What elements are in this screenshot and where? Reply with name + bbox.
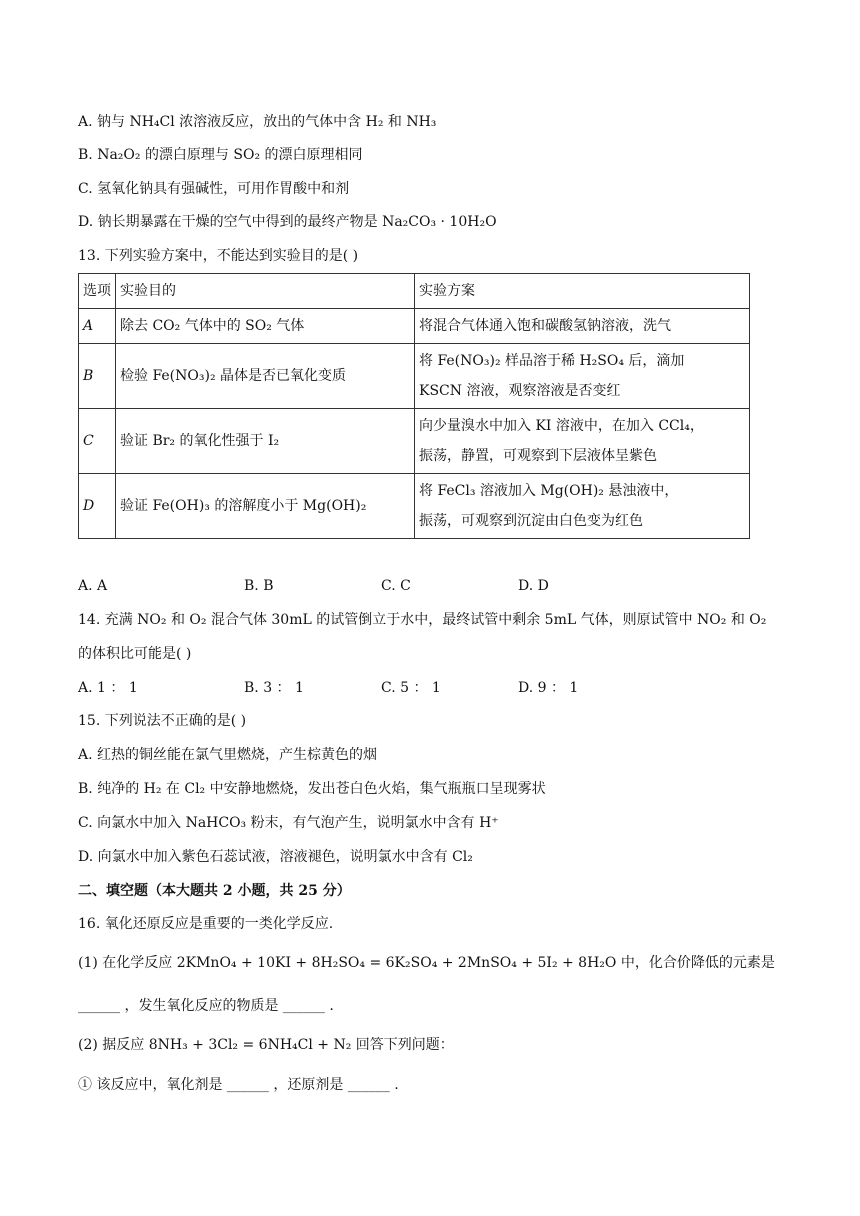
row-purpose: 除去 CO₂ 气体中的 SO₂ 气体 bbox=[116, 309, 415, 344]
row-option: C bbox=[79, 409, 116, 474]
q16-part2-sub1: ① 该反应中，氧化剂是 ______ ，还原剂是 ______ . bbox=[78, 1077, 399, 1093]
q15-option-b: B. 纯净的 H₂ 在 Cl₂ 中安静地燃烧，发出苍白色火焰，集气瓶瓶口呈现雾状 bbox=[78, 781, 546, 797]
q16-stem: 16. 氧化还原反应是重要的一类化学反应. bbox=[78, 916, 334, 932]
row-option: B bbox=[79, 344, 116, 409]
q15-option-d: D. 向氯水中加入紫色石蕊试液，溶液褪色，说明氯水中含有 Cl₂ bbox=[78, 849, 473, 865]
q13-options bbox=[78, 576, 549, 596]
header-purpose: 实验目的 bbox=[116, 274, 415, 309]
row-purpose: 验证 Br₂ 的氧化性强于 I₂ bbox=[116, 409, 415, 474]
q13-option-b: B. B bbox=[244, 578, 274, 594]
q13-table bbox=[78, 273, 750, 539]
q15-option-c: C. 向氯水中加入 NaHCO₃ 粉末，有气泡产生，说明氯水中含有 H⁺ bbox=[78, 815, 499, 831]
plan-line: 振荡，可观察到沉淀由白色变为红色 bbox=[419, 513, 643, 529]
table-header-row bbox=[79, 274, 750, 309]
row-purpose: 验证 Fe(OH)₃ 的溶解度小于 Mg(OH)₂ bbox=[116, 474, 415, 539]
header-plan: 实验方案 bbox=[415, 274, 750, 309]
q13-option-d: D. D bbox=[518, 578, 549, 594]
q13-option-a: A. A bbox=[78, 578, 108, 594]
q16-part1-line2: ______ ，发生氧化反应的物质是 ______ . bbox=[78, 998, 334, 1014]
q15-stem: 15. 下列说法不正确的是( ) bbox=[78, 713, 247, 729]
row-purpose: 检验 Fe(NO₃)₂ 晶体是否已氧化变质 bbox=[116, 344, 415, 409]
q13-stem: 13. 下列实验方案中，不能达到实验目的是( ) bbox=[78, 248, 359, 264]
row-plan bbox=[415, 344, 750, 409]
plan-line: KSCN 溶液，观察溶液是否变红 bbox=[419, 383, 621, 399]
row-plan bbox=[415, 409, 750, 474]
q12-option-b: B. Na₂O₂ 的漂白原理与 SO₂ 的漂白原理相同 bbox=[78, 147, 363, 163]
q12-option-a: A. 钠与 NH₄Cl 浓溶液反应，放出的气体中含 H₂ 和 NH₃ bbox=[78, 114, 437, 130]
plan-line: 将 Fe(NO₃)₂ 样品溶于稀 H₂SO₄ 后，滴加 bbox=[419, 353, 685, 369]
q12-option-c: C. 氢氧化钠具有强碱性，可用作胃酸中和剂 bbox=[78, 181, 350, 197]
table-row bbox=[79, 344, 750, 409]
row-option: A bbox=[79, 309, 116, 344]
q14-option-d: D. 9 ： 1 bbox=[518, 680, 579, 696]
table-row bbox=[79, 474, 750, 539]
q14-option-c: C. 5 ： 1 bbox=[381, 680, 441, 696]
q13-option-c: C. C bbox=[381, 578, 411, 594]
q14-stem-line1: 14. 充满 NO₂ 和 O₂ 混合气体 30mL 的试管倒立于水中，最终试管中剩余 5mL 气体，则原试管中 NO₂ 和 O₂ bbox=[78, 612, 767, 628]
q15-option-a: A. 红热的铜丝能在氯气里燃烧，产生棕黄色的烟 bbox=[78, 747, 378, 763]
plan-line: 将混合气体通入饱和碳酸氢钠溶液，洗气 bbox=[419, 318, 671, 334]
table-row bbox=[79, 409, 750, 474]
plan-line: 将 FeCl₃ 溶液加入 Mg(OH)₂ 悬浊液中， bbox=[419, 483, 679, 499]
q14-stem-line2: 的体积比可能是( ) bbox=[78, 646, 192, 662]
q14-option-a: A. 1 ： 1 bbox=[78, 680, 138, 696]
q14-option-b: B. 3 ： 1 bbox=[244, 680, 304, 696]
header-option: 选项 bbox=[79, 274, 116, 309]
plan-line: 向少量溴水中加入 KI 溶液中，在加入 CCl₄， bbox=[419, 418, 704, 434]
section-heading: 二、填空题（本大题共 2 小题，共 25 分） bbox=[78, 883, 351, 899]
q14-options bbox=[78, 678, 578, 698]
row-plan bbox=[415, 309, 750, 344]
plan-line: 振荡，静置，可观察到下层液体呈紫色 bbox=[419, 448, 657, 464]
table-row bbox=[79, 309, 750, 344]
q12-option-d: D. 钠长期暴露在干燥的空气中得到的最终产物是 Na₂CO₃ · 10H₂O bbox=[78, 214, 497, 230]
row-option: D bbox=[79, 474, 116, 539]
q16-part2: (2) 据反应 8NH₃ + 3Cl₂ = 6NH₄Cl + N₂ 回答下列问题： bbox=[78, 1037, 454, 1053]
row-plan bbox=[415, 474, 750, 539]
q16-part1-line1: (1) 在化学反应 2KMnO₄ + 10KI + 8H₂SO₄ = 6K₂SO₄ + 2MnSO₄ + 5I₂ + 8H₂O 中，化合价降低的元素是 bbox=[78, 955, 775, 971]
